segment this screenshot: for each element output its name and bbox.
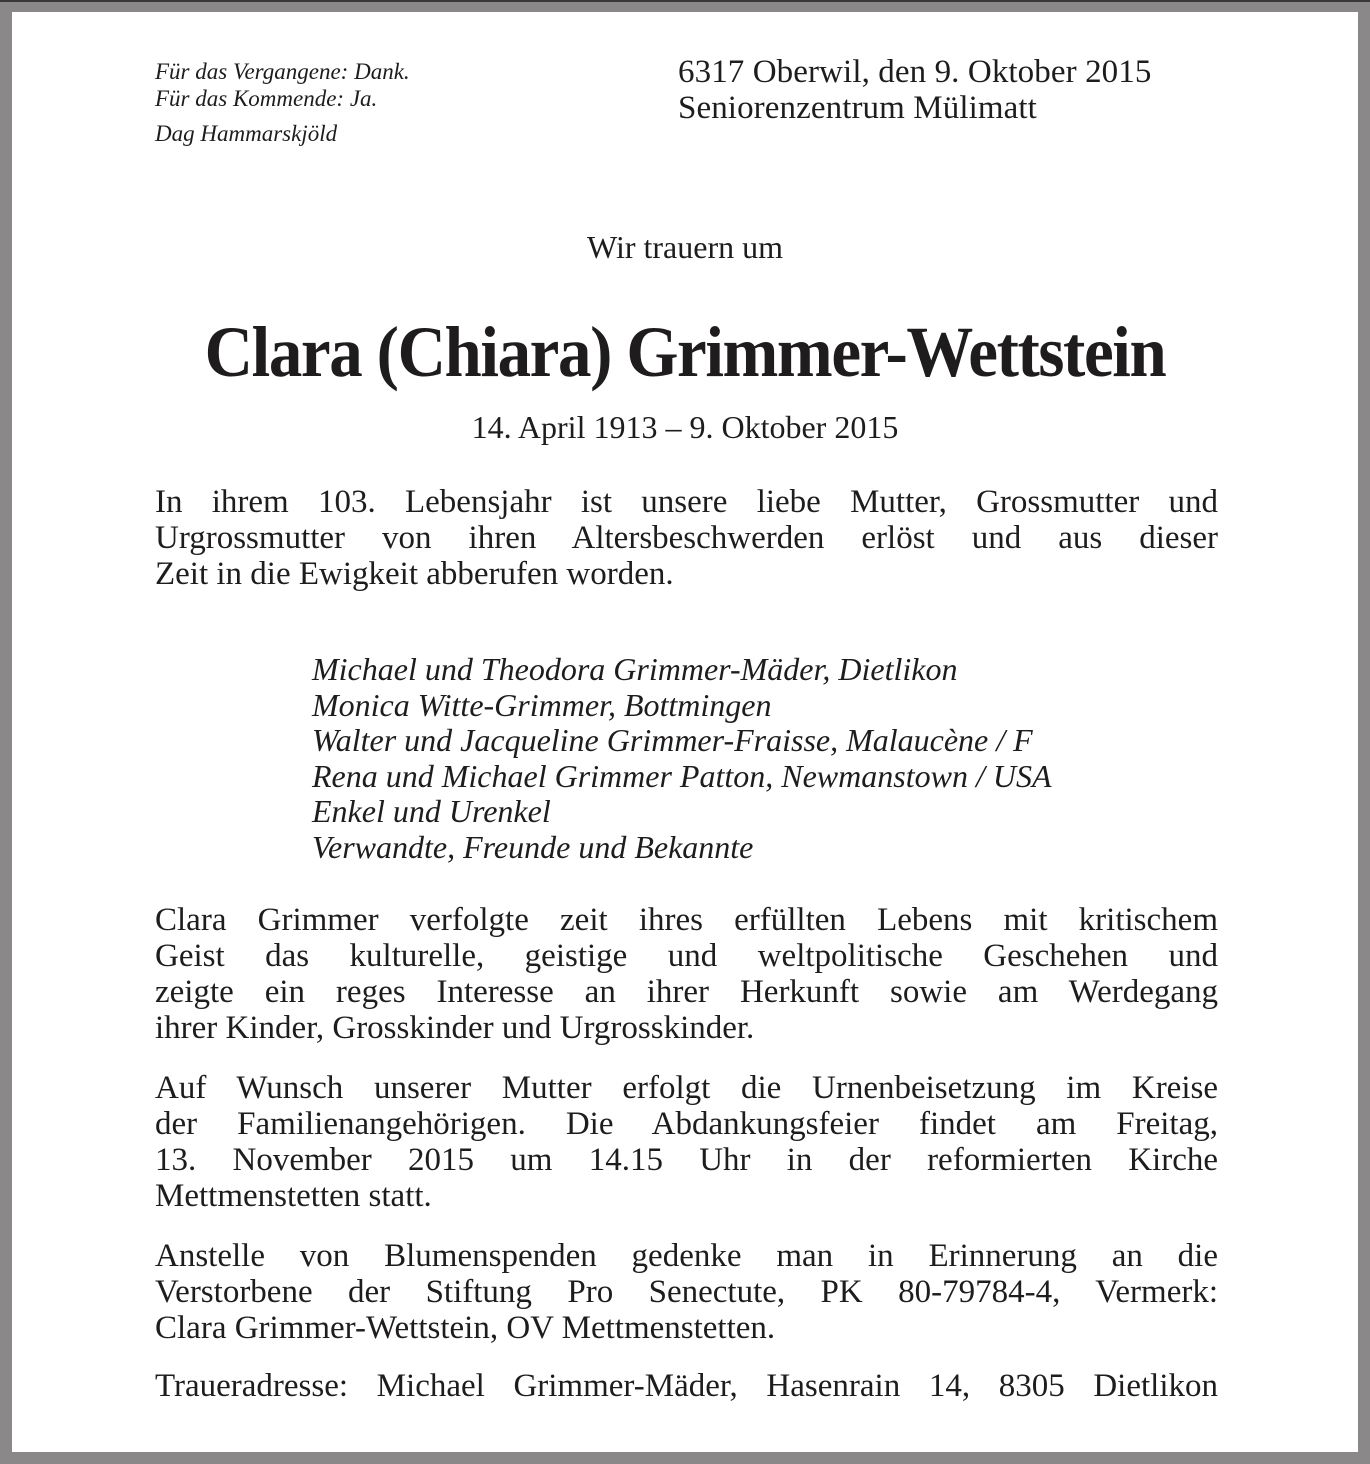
life-dates: 14. April 1913 – 9. Oktober 2015 bbox=[471, 409, 899, 445]
text-line: Zeit in die Ewigkeit abberufen worden. bbox=[155, 556, 674, 592]
paragraph-donations bbox=[155, 1238, 1218, 1346]
place-date-line: 6317 Oberwil, den 9. Oktober 2015 bbox=[678, 54, 1152, 90]
paragraph-funeral bbox=[155, 1070, 1218, 1214]
text-line: Mettmenstetten statt. bbox=[155, 1178, 432, 1214]
text-line: Traueradresse: Michael Grimmer-Mäder, Hasenrain 14, 8305 Dietlikon bbox=[155, 1368, 1218, 1404]
mourners-list bbox=[312, 652, 1222, 865]
text-line: Clara Grimmer-Wettstein, OV Mettmenstetten. bbox=[155, 1310, 776, 1346]
mourner-entry: Rena und Michael Grimmer Patton, Newmanstown / USA bbox=[312, 757, 1052, 794]
text-line: Clara Grimmer verfolgte zeit ihres erfüllten Lebens mit kritischem bbox=[155, 902, 1218, 938]
mourner-entry: Walter und Jacqueline Grimmer-Fraisse, Malaucène / F bbox=[312, 722, 1033, 758]
text-line: ihrer Kinder, Grosskinder und Urgrosskinder. bbox=[155, 1010, 755, 1046]
place-name-line: Seniorenzentrum Mülimatt bbox=[678, 90, 1037, 126]
mourner-entry: Michael und Theodora Grimmer-Mäder, Dietlikon bbox=[312, 651, 958, 687]
text-line: der Familienangehörigen. Die Abdankungsfeier findet am Freitag, bbox=[155, 1106, 1218, 1142]
window-top-edge bbox=[0, 0, 1370, 2]
mourner-entry: Verwandte, Freunde und Bekannte bbox=[312, 828, 754, 865]
motto-line: Für das Vergangene: Dank. bbox=[155, 59, 410, 84]
mourner-entry: Monica Witte-Grimmer, Bottmingen bbox=[312, 686, 772, 723]
text-line: Geist das kulturelle, geistige und weltpolitische Geschehen und bbox=[155, 938, 1218, 974]
text-line: zeigte ein reges Interesse an ihrer Herkunft sowie am Werdegang bbox=[155, 974, 1218, 1010]
obituary-page bbox=[12, 12, 1358, 1452]
motto-author: Dag Hammarskjöld bbox=[155, 121, 338, 146]
motto-line: Für das Kommende: Ja. bbox=[155, 86, 378, 111]
text-line: Urgrossmutter von ihren Altersbeschwerden erlöst und aus dieser bbox=[155, 520, 1218, 556]
text-line: Anstelle von Blumenspenden gedenke man in Erinnerung an die bbox=[155, 1238, 1218, 1274]
mourning-address bbox=[155, 1368, 1218, 1404]
motto-quote bbox=[155, 58, 410, 147]
place-and-date bbox=[678, 54, 1151, 126]
paragraph-announcement bbox=[155, 484, 1218, 592]
text-line: In ihrem 103. Lebensjahr ist unsere liebe Mutter, Grossmutter und bbox=[155, 484, 1218, 520]
text-line: 13. November 2015 um 14.15 Uhr in der reformierten Kirche bbox=[155, 1142, 1218, 1178]
text-line: Verstorbene der Stiftung Pro Senectute, PK 80-79784-4, Vermerk: bbox=[155, 1274, 1218, 1310]
deceased-name: Clara (Chiara) Grimmer-Wettstein bbox=[204, 312, 1166, 392]
mourner-entry: Enkel und Urenkel bbox=[312, 793, 551, 829]
intro-text: Wir trauern um bbox=[587, 229, 783, 265]
text-line: Auf Wunsch unserer Mutter erfolgt die Urnenbeisetzung im Kreise bbox=[155, 1070, 1218, 1106]
paragraph-biography bbox=[155, 902, 1218, 1046]
